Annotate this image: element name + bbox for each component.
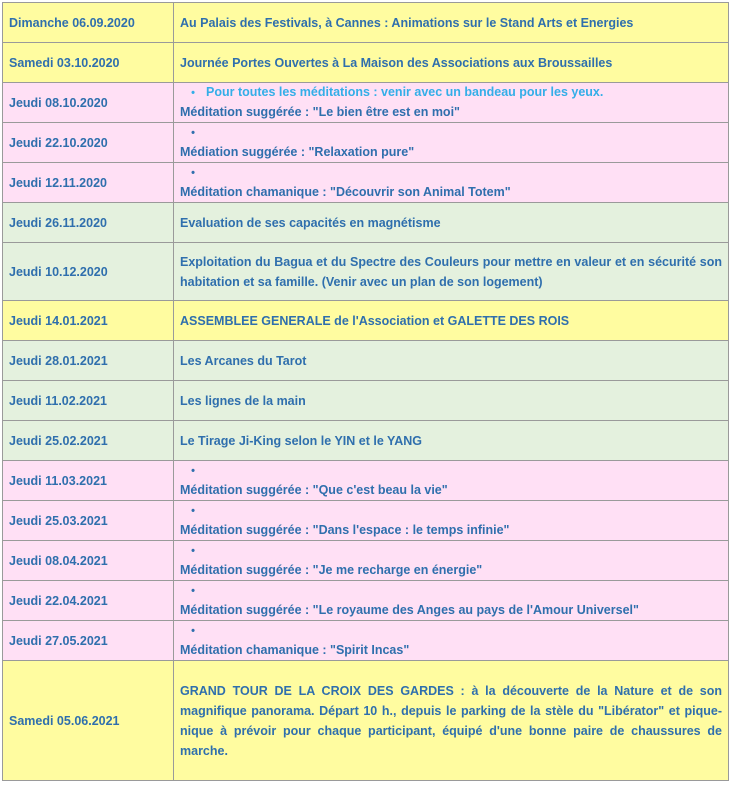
table-row	[3, 341, 729, 381]
event-date: Jeudi 25.03.2021	[3, 501, 174, 541]
event-text: Méditation chamanique : "Découvrir son Animal Totem"	[180, 185, 511, 199]
event-description	[174, 581, 729, 621]
table-row	[3, 581, 729, 621]
event-text: Méditation suggérée : "Le royaume des Anges au pays de l'Amour Universel"	[180, 603, 639, 617]
event-description	[174, 163, 729, 203]
bullet-icon: •	[191, 167, 195, 179]
event-date: Jeudi 14.01.2021	[3, 301, 174, 341]
event-description: ASSEMBLEE GENERALE de l'Association et GALETTE DES ROIS	[174, 301, 729, 341]
table-row	[3, 243, 729, 301]
bullet-icon: •	[191, 585, 195, 597]
table-row	[3, 163, 729, 203]
event-date: Jeudi 08.04.2021	[3, 541, 174, 581]
event-date: Samedi 05.06.2021	[3, 661, 174, 781]
bullet-icon: •	[191, 127, 195, 139]
event-date: Jeudi 28.01.2021	[3, 341, 174, 381]
event-date: Jeudi 25.02.2021	[3, 421, 174, 461]
event-date: Jeudi 26.11.2020	[3, 203, 174, 243]
event-description: Les Arcanes du Tarot	[174, 341, 729, 381]
event-date: Jeudi 22.04.2021	[3, 581, 174, 621]
event-description: Le Tirage Ji-King selon le YIN et le YANG	[174, 421, 729, 461]
bullet-icon: •	[191, 87, 195, 99]
event-description	[174, 621, 729, 661]
event-description	[174, 541, 729, 581]
event-text: Médiation suggérée : "Relaxation pure"	[180, 145, 415, 159]
table-row	[3, 661, 729, 781]
table-row	[3, 83, 729, 123]
event-description	[174, 461, 729, 501]
event-description: GRAND TOUR DE LA CROIX DES GARDES : à la découverte de la Nature et de son magnifique panorama. Départ 10 h., depuis le parking de la stèle du "Libérator" et pique-nique à prévoir pour chaque participant, équipé d'une bonne paire de chaussures de marche.	[174, 661, 729, 781]
event-text: Méditation chamanique : "Spirit Incas"	[180, 643, 410, 657]
table-row	[3, 3, 729, 43]
event-date: Jeudi 12.11.2020	[3, 163, 174, 203]
event-text: Méditation suggérée : "Dans l'espace : le temps infinie"	[180, 523, 510, 537]
bullet-icon: •	[191, 625, 195, 637]
event-description	[174, 83, 729, 123]
event-description: Evaluation de ses capacités en magnétisme	[174, 203, 729, 243]
event-date: Jeudi 27.05.2021	[3, 621, 174, 661]
event-text: Méditation suggérée : "Que c'est beau la vie"	[180, 483, 448, 497]
event-description: Les lignes de la main	[174, 381, 729, 421]
event-date: Jeudi 11.03.2021	[3, 461, 174, 501]
table-row	[3, 123, 729, 163]
table-row	[3, 541, 729, 581]
table-row	[3, 421, 729, 461]
event-date: Jeudi 11.02.2021	[3, 381, 174, 421]
bullet-icon: •	[191, 545, 195, 557]
event-date: Samedi 03.10.2020	[3, 43, 174, 83]
bullet-icon: •	[191, 465, 195, 477]
event-description: Exploitation du Bagua et du Spectre des Couleurs pour mettre en valeur et en sécurité son habitation et sa famille. (Venir avec un plan de son logement)	[174, 243, 729, 301]
events-table	[2, 2, 729, 781]
event-description	[174, 501, 729, 541]
event-text: Méditation suggérée : "Le bien être est en moi"	[180, 105, 460, 119]
event-text: Méditation suggérée : "Je me recharge en énergie"	[180, 563, 483, 577]
event-description	[174, 123, 729, 163]
table-row	[3, 621, 729, 661]
event-description: Journée Portes Ouvertes à La Maison des Associations aux Broussailles	[174, 43, 729, 83]
table-row	[3, 381, 729, 421]
table-row	[3, 501, 729, 541]
bullet-icon: •	[191, 505, 195, 517]
table-row	[3, 301, 729, 341]
event-date: Dimanche 06.09.2020	[3, 3, 174, 43]
event-date: Jeudi 08.10.2020	[3, 83, 174, 123]
event-description: Au Palais des Festivals, à Cannes : Animations sur le Stand Arts et Energies	[174, 3, 729, 43]
note-text: Pour toutes les méditations : venir avec un bandeau pour les yeux.	[206, 85, 604, 99]
table-row	[3, 461, 729, 501]
table-row	[3, 43, 729, 83]
meditation-note	[180, 83, 722, 102]
event-date: Jeudi 10.12.2020	[3, 243, 174, 301]
event-date: Jeudi 22.10.2020	[3, 123, 174, 163]
table-row	[3, 203, 729, 243]
